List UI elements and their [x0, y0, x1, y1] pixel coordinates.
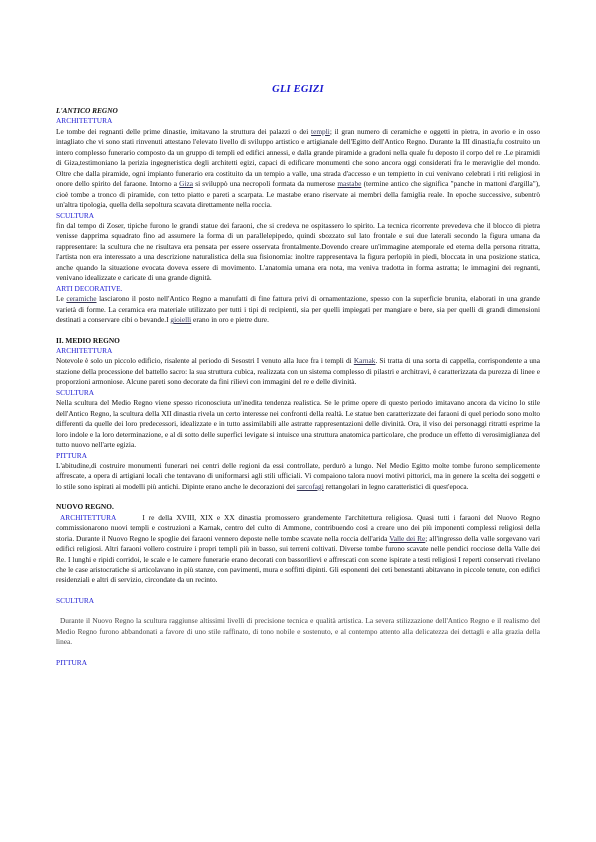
link-sarcofagi[interactable]: sarcofagi	[296, 481, 324, 491]
subheading-antico-scultura: SCULTURA	[56, 210, 95, 220]
subheading-nuovo-architettura: ARCHITETTURA	[60, 512, 117, 522]
text-run: Notevole è solo un piccolo edificio, risalente al periodo di Sesostri I venuto alla luce fra i templi di	[56, 356, 354, 366]
paragraph-medio-pittura	[56, 461, 540, 492]
subheading-nuovo-scultura: SCULTURA	[56, 595, 95, 605]
text-run: erano in oro e pietre dure.	[191, 315, 269, 325]
text-run: . Si tratta di una sorta di cappella, corrispondente a una stazione della processione del battello sacro: la sua struttura cubica, realizzata con un sistema complesso di pilastri e architravi, è caratterizzata da purezza di linee e proporzioni armoniose. Alcune pareti sono decorate da fini rilievi con immagini del re e delle divinità.	[56, 356, 540, 387]
section-spacer	[56, 606, 540, 616]
text-run: ; all'ingresso della valle sorgevano vari edifici religiosi. Altri faraoni vollero costruire i propri templi più in basso, sui terreni coltivati. Diverse tombe furono scavate nelle pendici rocciose della Valle dei Re. I lunghi e ripidi corridoi, le scale e le camere funerarie erano decorati con bassorilievi e affrescati con scene ispirate a testi religiosi I reperti conservati rivelano che le case aristocratiche si articolavano in più stanze, con pavimenti, mura e soffitti dipinti. Gli esponenti dei ceti benestanti abitavano in piccole tenute, con edifici residenziali e altri di servizio, circondate da un recinto.	[56, 533, 541, 585]
section-spacer	[56, 492, 540, 502]
text-run: Durante il Nuovo Regno la scultura raggiunse altissimi livelli di precisione tecnica e qualità artistica. La severa stilizzazione dell'Antico Regno e il realismo del Medio Regno furono abbandonati a favore di uno stile raffinato, di tono nobile e sostenuto, e al contempo attento alla delicatezza dei dettagli e alla grazia della linea.	[56, 616, 540, 647]
section-heading-nuovo-regno: NUOVO REGNO.	[56, 502, 114, 512]
subheading-nuovo-pittura: PITTURA	[56, 657, 88, 667]
link-mastabe[interactable]: mastabe	[337, 179, 362, 189]
document-title: GLI EGIZI	[272, 84, 324, 95]
text-run: rettangolari in legno caratteristici di quest'epoca.	[323, 481, 469, 491]
subheading-medio-pittura: PITTURA	[56, 450, 88, 460]
paragraph-antico-architettura	[56, 127, 540, 211]
section-spacer	[56, 326, 540, 336]
section-spacer	[56, 586, 540, 596]
paragraph-antico-scultura: fin dal tempo di Zoser, tipiche furono le grandi statue dei faraoni, che si credeva ne ospitassero lo spirito. La tecnica ricorrente prevedeva che il blocco di pietra venisse dapprima squadrato fino ad assumere la forma di un parallelepipedo, quindi sbozzato sul lato frontale e sui due laterali secondo la figura umana da rappresentare: la scultura che ne risultava era pensata per essere osservata frontalmente.Dovendo creare un'immagine atemporale ed eterna della persona ritratta, l'artista non era interessato a una descrizione naturalistica della sua fisionomia: inoltre rappresentava la figura perlopiù in piedi, bloccata in una posizione statica, anche quando la situazione evocata doveva essere di movimento. L'anatomia umana era nota, ma veniva tradotta in forma astratta; le immagini dei regnanti, venivano idealizzate e caricate di una grande dignità.	[56, 220, 540, 283]
subheading-medio-scultura: SCULTURA	[56, 387, 95, 397]
paragraph-nuovo-scultura	[56, 616, 540, 647]
text-run: (termine antico che significa "panche in mattoni d'argilla"), cioè tombe a tronco di piramide, con tetto piatto e pareti a scarpata. Le mastabe erano riservate ai membri della famiglia reale. In epoche successive, subentrò un'altra tipologia, quella della sepoltura scavata direttamente nella roccia.	[56, 179, 540, 210]
text-run: Le tombe dei regnanti delle prime dinastie, imitavano la struttura dei palazzi o dei	[56, 126, 312, 136]
text-run: I re della XVIII, XIX e XX dinastia promossero grandemente l'architettura religiosa. Quasi tutti i faraoni del Nuovo Regno commissionarono nuovi templi e costruzioni a Karnak, centro del culto di Ammone, contribuendo così a creare uno dei più imponenti complessi religiosi della storia. Durante il Nuovo Regno le spoglie dei faraoni vennero deposte nelle tombe scavate nella roccia dell'arida	[56, 512, 540, 543]
paragraph-medio-architettura	[56, 356, 540, 387]
text-run: lasciarono il posto nell'Antico Regno a manufatti di fine fattura privi di ornamentazione, spesso con la superficie brunita, elaborati in una grande varietà di forme. La ceramica era materiale utilizzato per tutti i tipi di recipienti, sia per quelli impiegati per mangiare e bere, sia per quelli di grandi dimensioni destinati a conservare cibi o bevande.I	[56, 294, 540, 325]
subheading-antico-architettura: ARCHITETTURA	[56, 116, 113, 126]
subheading-medio-architettura: ARCHITETTURA	[56, 345, 113, 355]
text-run: ; il gran numero di ceramiche e oggetti in pietra, in avorio e in osso intagliato che vi sono stati rinvenuti attestano l'elevato livello di sviluppo artistico e artigianale dell'Egitto dell'Antico Regno. Durante la III dinastia,fu costruito un intero complesso funerario composto da un gruppo di templi ed edifici annessi, e dalla grande piramide a gradoni nella quale fu deposto il corpo del re .Le piramidi di Giza,testimoniano la perizia ingegneristica degli architetti egizi, capaci di edificare monumenti che sono ancora oggi considerati fra le meraviglie del mondo. Oltre che dalla piramide, ogni impianto funerario era costituito da un tempio a valle, una strada d'accesso e un tempietto in cui venivano celebrati i riti religiosi in onore dello spirito del faraone. Intorno a	[56, 126, 540, 189]
section-heading-medio-regno: II. MEDIO REGNO	[56, 335, 120, 345]
link-ceramiche[interactable]: ceramiche	[66, 294, 97, 304]
text-run: Le	[56, 294, 67, 304]
subheading-antico-arti-decorative: ARTI DECORATIVE.	[56, 283, 123, 293]
document-body	[56, 106, 540, 668]
link-karnak[interactable]: Karnak	[353, 356, 376, 366]
text-run: si sviluppò una necropoli formata da numerose	[193, 179, 338, 189]
link-valle-dei-re[interactable]: Valle dei Re	[389, 533, 426, 543]
paragraph-medio-scultura: Nella scultura del Medio Regno viene spesso riconosciuta un'inedita tendenza realistica. Se le prime opere di questo periodo imitavano ancora da vicino lo stile dell'Antico Regno, la scultura della XII dinastia rivela un certo interesse nei confronti della realtà. Le statue ben caratterizzate dei faraoni di quel periodo sono molto differenti da quelle dei loro predecessori, idealizzate e in tutto assimilabili alle astratte rappresentazioni delle divinità. Ora, il viso dei personaggi ritratti esprime la loro indole e la loro determinazione, e al di sotto delle superfici levigate si intuisce una struttura anatomica particolare, che produce un effetto di verosimiglianza del tutto nuovo nell'arte egizia.	[56, 398, 540, 450]
section-spacer	[56, 648, 540, 658]
paragraph-antico-arti-decorative	[56, 294, 540, 325]
link-gioielli[interactable]: gioielli	[170, 315, 192, 325]
link-templi[interactable]: templi	[311, 126, 330, 136]
paragraph-nuovo-architettura	[56, 513, 540, 586]
link-giza[interactable]: Giza	[179, 179, 194, 189]
section-heading-antico-regno: L'ANTICO REGNO	[56, 106, 118, 115]
text-run: L'abitudine,di costruire monumenti funerari nei centri delle regioni da essi controllate, perdurò a lungo. Nel Medio Egitto molte tombe furono semplicemente affrescate, a opera di artigiani locali che tentavano di uniformarsi agli stili ufficiali. Vi compaiono talora nuovi motivi pittorici, ma in genere la scelta dei soggetti e lo stile sono ispirati ai modelli più antichi. Dipinte erano anche le decorazioni dei	[56, 460, 540, 491]
